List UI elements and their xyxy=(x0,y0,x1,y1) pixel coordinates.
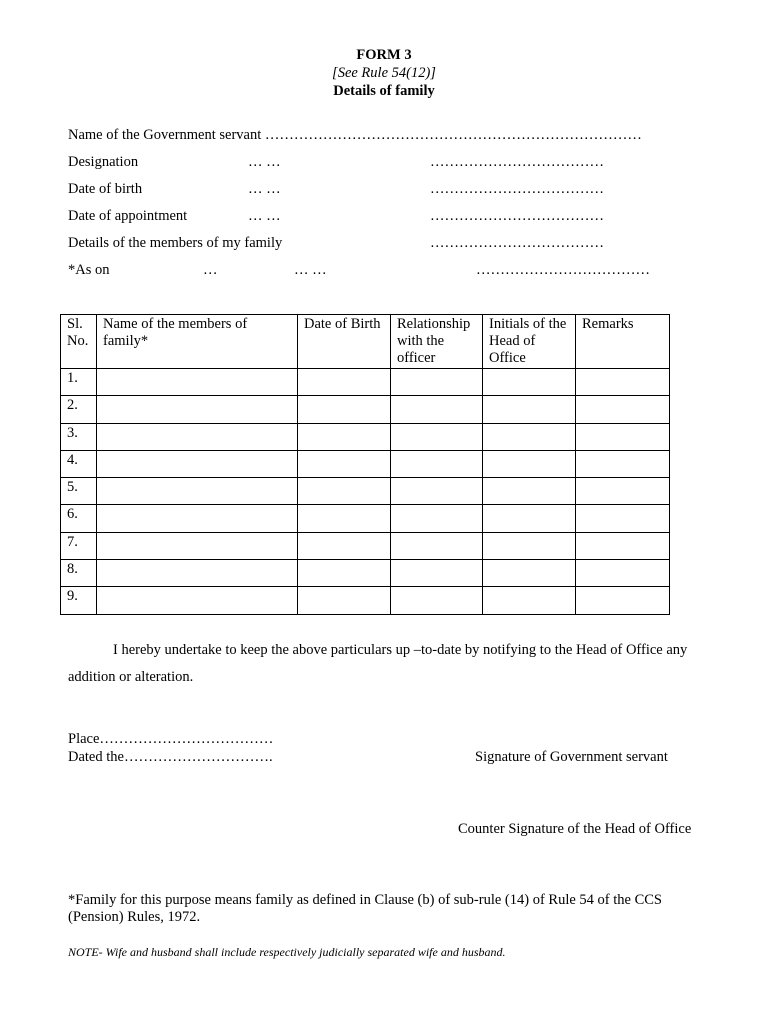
family-members-label: Details of the members of my family xyxy=(68,235,283,251)
member-name-cell[interactable] xyxy=(97,587,298,614)
initials-cell[interactable] xyxy=(483,505,576,532)
date-of-birth-cell[interactable] xyxy=(298,369,391,396)
family-members-dots: ……………………………… xyxy=(430,235,604,251)
table-row xyxy=(61,450,670,477)
table-row xyxy=(61,560,670,587)
initials-cell[interactable] xyxy=(483,450,576,477)
initials-cell[interactable] xyxy=(483,423,576,450)
remarks-cell[interactable] xyxy=(576,532,670,559)
member-name-cell[interactable] xyxy=(97,423,298,450)
remarks-cell[interactable] xyxy=(576,587,670,614)
relationship-cell[interactable] xyxy=(391,560,483,587)
family-definition-footnote: *Family for this purpose means family as defined in Clause (b) of sub-rule (14) of Rule 54 of the CCS (Pension) Rules, 1972. xyxy=(68,892,662,925)
header-date-of-birth: Date of Birth xyxy=(298,315,391,369)
table-row xyxy=(61,423,670,450)
row-number: 6. xyxy=(61,505,97,532)
table-row xyxy=(61,587,670,614)
row-number: 8. xyxy=(61,560,97,587)
govt-servant-name-dots: …………………………………………………………………… xyxy=(264,127,642,143)
dob-ellipsis: … … xyxy=(248,181,281,197)
remarks-cell[interactable] xyxy=(576,396,670,423)
row-number: 2. xyxy=(61,396,97,423)
place-field: Place……………………………… xyxy=(68,731,274,747)
row-number: 4. xyxy=(61,450,97,477)
counter-signature: Counter Signature of the Head of Office xyxy=(458,821,692,837)
member-name-cell[interactable] xyxy=(97,478,298,505)
relationship-cell[interactable] xyxy=(391,478,483,505)
table-row xyxy=(61,396,670,423)
as-on-ellipsis-2: … … xyxy=(294,262,327,278)
relationship-cell[interactable] xyxy=(391,532,483,559)
form-number: FORM 3 xyxy=(356,47,412,63)
as-on-ellipsis-1: … xyxy=(203,262,218,278)
member-name-cell[interactable] xyxy=(97,369,298,396)
header-remarks: Remarks xyxy=(576,315,670,369)
remarks-cell[interactable] xyxy=(576,478,670,505)
date-of-birth-cell[interactable] xyxy=(298,505,391,532)
header-relationship: Relationship with the officer xyxy=(391,315,483,369)
date-of-birth-cell[interactable] xyxy=(298,532,391,559)
member-name-cell[interactable] xyxy=(97,532,298,559)
designation-ellipsis: … … xyxy=(248,154,281,170)
dated-field: Dated the…………………………. xyxy=(68,749,273,765)
relationship-cell[interactable] xyxy=(391,587,483,614)
remarks-cell[interactable] xyxy=(576,560,670,587)
designation-dots: ……………………………… xyxy=(430,154,604,170)
header-initials-head-of-office: Initials of the Head of Office xyxy=(483,315,576,369)
member-name-cell[interactable] xyxy=(97,505,298,532)
remarks-cell[interactable] xyxy=(576,505,670,532)
note-text: NOTE- Wife and husband shall include respectively judicially separated wife and husband. xyxy=(68,945,506,959)
relationship-cell[interactable] xyxy=(391,423,483,450)
relationship-cell[interactable] xyxy=(391,450,483,477)
table-row xyxy=(61,369,670,396)
table-row xyxy=(61,478,670,505)
as-on-dots: ……………………………… xyxy=(476,262,650,278)
initials-cell[interactable] xyxy=(483,560,576,587)
table-header-row xyxy=(61,315,670,369)
remarks-cell[interactable] xyxy=(576,423,670,450)
header-member-name: Name of the members of family* xyxy=(97,315,298,369)
date-of-birth-cell[interactable] xyxy=(298,478,391,505)
relationship-cell[interactable] xyxy=(391,505,483,532)
member-name-cell[interactable] xyxy=(97,560,298,587)
initials-cell[interactable] xyxy=(483,532,576,559)
designation-label: Designation xyxy=(68,154,139,170)
family-details-table xyxy=(60,314,670,615)
row-number: 7. xyxy=(61,532,97,559)
date-of-birth-cell[interactable] xyxy=(298,560,391,587)
initials-cell[interactable] xyxy=(483,587,576,614)
relationship-cell[interactable] xyxy=(391,396,483,423)
date-of-birth-cell[interactable] xyxy=(298,396,391,423)
date-of-birth-cell[interactable] xyxy=(298,423,391,450)
dob-label: Date of birth xyxy=(68,181,143,197)
as-on-label: *As on xyxy=(68,262,110,278)
govt-servant-name-field xyxy=(68,127,642,144)
member-name-cell[interactable] xyxy=(97,396,298,423)
dob-dots: ……………………………… xyxy=(430,181,604,197)
form-title: Details of family xyxy=(333,83,435,99)
table-row xyxy=(61,505,670,532)
date-of-birth-cell[interactable] xyxy=(298,450,391,477)
initials-cell[interactable] xyxy=(483,396,576,423)
row-number: 3. xyxy=(61,423,97,450)
doa-dots: ……………………………… xyxy=(430,208,604,224)
govt-servant-signature: Signature of Government servant xyxy=(475,749,668,765)
table-row xyxy=(61,532,670,559)
member-name-cell[interactable] xyxy=(97,450,298,477)
relationship-cell[interactable] xyxy=(391,369,483,396)
header-sl-no: Sl. No. xyxy=(61,315,97,369)
remarks-cell[interactable] xyxy=(576,369,670,396)
rule-reference: [See Rule 54(12)] xyxy=(332,65,436,81)
initials-cell[interactable] xyxy=(483,369,576,396)
remarks-cell[interactable] xyxy=(576,450,670,477)
row-number: 5. xyxy=(61,478,97,505)
row-number: 1. xyxy=(61,369,97,396)
row-number: 9. xyxy=(61,587,97,614)
govt-servant-name-label: Name of the Government servant xyxy=(68,127,262,143)
doa-ellipsis: … … xyxy=(248,208,281,224)
doa-label: Date of appointment xyxy=(68,208,188,224)
undertaking-paragraph: I hereby undertake to keep the above particulars up –to-date by notifying to the Head of Office any addition or alteration. xyxy=(68,642,688,685)
date-of-birth-cell[interactable] xyxy=(298,587,391,614)
initials-cell[interactable] xyxy=(483,478,576,505)
